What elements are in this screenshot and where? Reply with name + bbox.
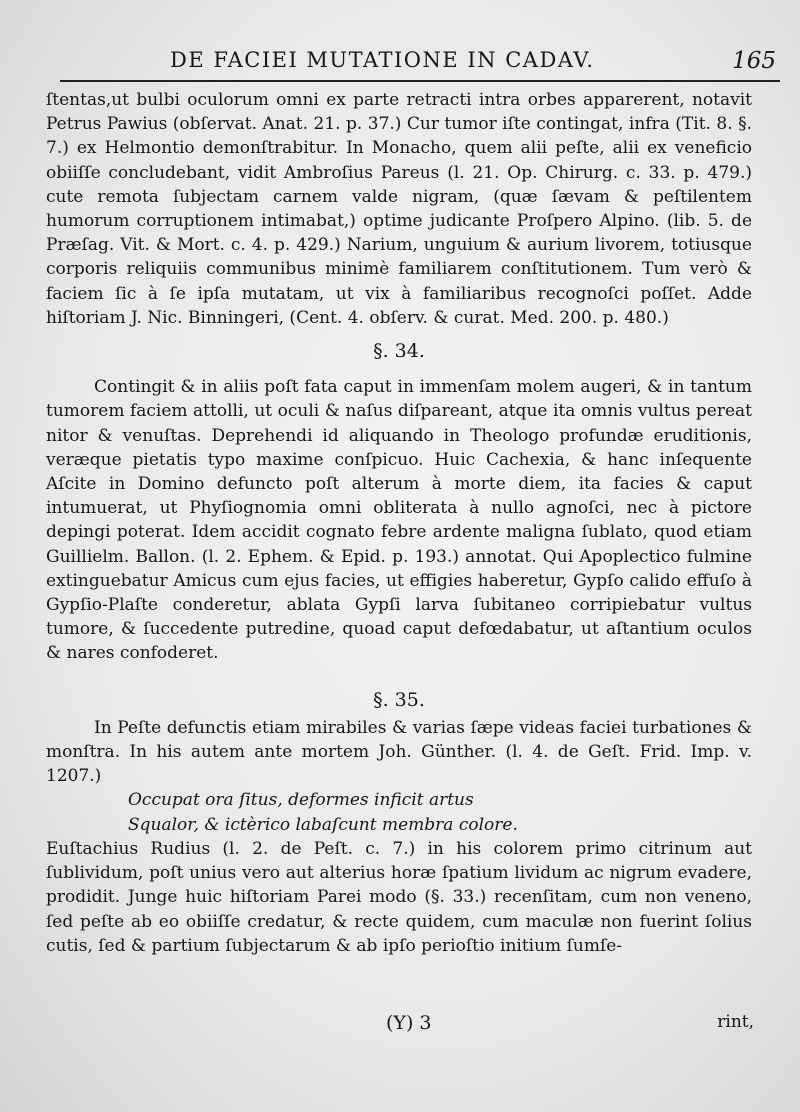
paragraph-continued: ſtentas,ut bulbi oculorum omni ex parte retracti intra orbes apparerent, notavit Petrus Pawius (obſervat. Anat. 21. p. 37.) Cur tumor iſte contingat, infra (Tit. 8. §. 7.) ex Helmontio demonſtrabitur. In Monacho, quem alii peſte, alii ex veneficio obiiſſe concludebant, vidit Ambroſius Pareus (l. 21. Op. Chirurg. c. 33. p. 479.) cute remota ſubjectam carnem valde nigram, (quæ ſævam & peſtilentem humorum corruptionem intimabat,) optime judicante Proſpero Alpino. (lib. 5. de Præſag. Vit. & Mort. c. 4. p. 429.) Narium, unguium & aurium livorem, totiusque corporis reliquiis communibus minimè familiarem conſtitutionem. Tum verò & faciem ſic à ſe ipſa mutatam, ut vix à familiaribus recognoſci poſſet. Adde hiſtoriam J. Nic. Binningeri, (Cent. 4. obſerv. & curat. Med. 200. p. 480.)	[46, 90, 752, 328]
running-title: DE FACIEI MUTATIONE IN CADAV.	[170, 48, 595, 72]
verse-line-1: Occupat ora ſitus, deformes inficit artus	[128, 790, 474, 811]
paragraph-section-34: Contingit & in aliis poſt fata caput in immenſam molem augeri, & in tantum tumorem faciem attolli, ut oculi & naſus diſpareant, atque ita omnis vultus pereat nitor & venuſtas. Deprehendi id aliquando in Theologo profundæ eruditionis, veræque pietatis typo maxime conſpicuo. Huic Cachexia, & hanc inſequente Aſcite in Domino defuncto poſt alterum à morte diem, ita facies & caput intumuerat, ut Phyſiognomia omni obliterata à nullo agnoſci, nec à pictore depingi poterat. Idem accidit cognato febre ardente maligna ſublato, quod etiam Guillielm. Ballon. (l. 2. Ephem. & Epid. p. 193.) annotat. Qui Apoplectico fulmine extinguebatur Amicus cum ejus facies, ut effigies haberetur, Gypſo calido effuſo à Gypſio-Plaſte conderetur, ablata Gypſi larva ſubitaneo corripiebatur vultus tumore, & ſuccedente putredine, quoad caput defœdabatur, ut aſtantium oculos & nares confoderet.	[46, 377, 752, 664]
paragraph-eustachius: Euſtachius Rudius (l. 2. de Peſt. c. 7.) in his colorem primo citrinum aut ſublividum, poſt unius vero aut alterius horæ ſpatium lividum ac nigrum evadere, prodidit. Junge huic hiſtoriam Parei modo (§. 33.) recenſitam, cum non veneno, ſed peſte ab eo obiiſſe credatur, & recte quidem, cum maculæ non fuerint ſolius cutis, ſed & partium ſubjectarum & ab ipſo perioſtio initium ſumſe-	[46, 838, 752, 956]
verse-line-2: Squalor, & ictèrico labaſcunt membra colore.	[128, 814, 518, 835]
body-text	[46, 88, 752, 958]
page-header	[0, 48, 800, 78]
section-heading-34: §. 34.	[373, 340, 425, 363]
signature-mark: (Y) 3	[386, 1012, 432, 1034]
section-heading-35: §. 35.	[373, 688, 425, 711]
page-number: 165	[732, 48, 776, 74]
page-footer	[0, 1012, 800, 1042]
paragraph-section-35: In Peſte defunctis etiam mirabiles & varias ſæpe videas faciei turbationes & monſtra. In his autem ante mortem Joh. Günther. (l. 4. de Geſt. Frid. Imp. v. 1207.)	[46, 717, 752, 787]
catchword: rint,	[717, 1012, 754, 1032]
header-rule	[60, 80, 780, 82]
